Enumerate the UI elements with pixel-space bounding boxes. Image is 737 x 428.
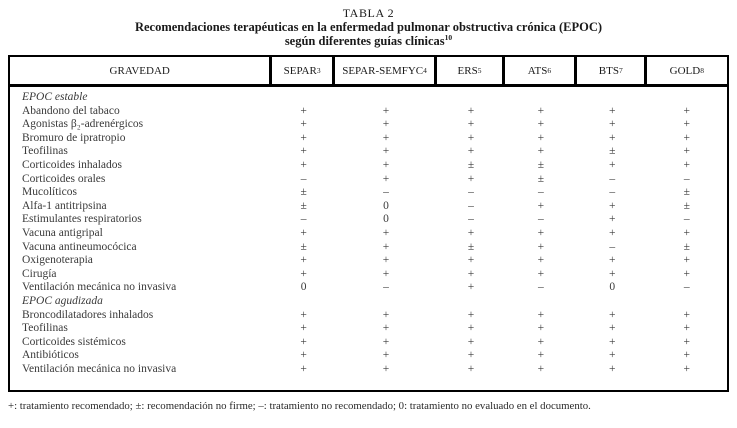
recommendation-value: + [382, 240, 390, 253]
recommendation-value: ± [300, 240, 307, 253]
recommendation-value: + [683, 158, 691, 171]
recommendation-value: – [683, 213, 690, 226]
row-label: Teofilinas [22, 145, 68, 158]
recommendation-value: + [608, 335, 616, 348]
table-title-text: según diferentes guías clínicas [284, 34, 445, 48]
recommendation-value: + [300, 322, 307, 335]
row-label: Vacuna antineumocócica [22, 240, 137, 253]
recommendation-value: ± [467, 240, 475, 253]
recommendation-value: + [382, 226, 390, 239]
column-header-ats: ATS 6 [505, 57, 577, 84]
table-row [10, 200, 727, 214]
table-row [10, 309, 727, 323]
row-label: Corticoides orales [22, 172, 106, 185]
column-header-label: BTS [598, 64, 619, 77]
recommendation-value: + [382, 145, 390, 158]
recommendation-value: + [537, 104, 545, 117]
recommendation-value: + [608, 267, 616, 280]
recommendation-value: + [608, 131, 616, 144]
recommendation-value: + [683, 362, 691, 375]
recommendation-value: + [608, 349, 616, 362]
table-row [10, 159, 727, 173]
recommendation-value: + [537, 254, 545, 267]
recommendation-value: 0 [383, 199, 389, 212]
recommendation-value: + [683, 104, 691, 117]
row-label: Ventilación mecánica no invasiva [22, 281, 177, 294]
recommendation-value: + [683, 254, 691, 267]
recommendation-value: + [537, 199, 545, 212]
recommendation-value: – [609, 172, 616, 185]
recommendation-value: + [608, 118, 616, 131]
row-label: Mucolíticos [22, 186, 77, 199]
row-label: Bromuro de ipratropio [22, 131, 126, 144]
column-header-label: GRAVEDAD [109, 64, 170, 77]
recommendation-value: + [467, 308, 475, 321]
column-header-label: ATS [527, 64, 548, 77]
recommendation-value: + [537, 131, 545, 144]
recommendation-value: + [382, 308, 390, 321]
recommendation-value: – [468, 213, 474, 226]
recommendation-value: + [537, 335, 545, 348]
recommendation-value: + [683, 145, 691, 158]
recommendation-value: + [608, 199, 616, 212]
table-row [10, 254, 727, 268]
column-header-label: SEPAR-SEMFYC [342, 64, 424, 77]
recommendation-value: + [537, 118, 545, 131]
recommendation-value: – [609, 186, 616, 199]
recommendation-value: ± [609, 145, 616, 158]
column-header-label: GOLD [669, 64, 701, 77]
recommendation-value: + [467, 281, 475, 294]
recommendation-value: ± [537, 172, 545, 185]
recommendation-value: + [300, 308, 307, 321]
row-label: Ventilación mecánica no invasiva [22, 362, 177, 375]
recommendation-value: + [382, 104, 390, 117]
recommendation-value: ± [300, 186, 307, 199]
table-row [10, 322, 727, 336]
recommendation-value: + [608, 362, 616, 375]
row-label: Cirugía [22, 267, 57, 280]
recommendation-value: + [608, 104, 616, 117]
recommendation-value: + [382, 158, 390, 171]
recommendation-value: + [683, 308, 691, 321]
recommendation-value: ± [683, 240, 690, 253]
recommendation-value: + [467, 118, 475, 131]
recommendation-value: + [382, 172, 390, 185]
recommendation-value: – [538, 213, 544, 226]
recommendation-value: + [608, 254, 616, 267]
table-row [10, 227, 727, 241]
recommendation-value: + [382, 349, 390, 362]
recommendation-value: + [683, 322, 691, 335]
row-label: Oxigenoterapia [22, 254, 93, 267]
column-header-ers: ERS 5 [437, 57, 504, 84]
table-row [10, 132, 727, 146]
recommendation-value: + [467, 172, 475, 185]
recommendation-value: + [683, 131, 691, 144]
recommendation-value: + [608, 226, 616, 239]
recommendation-value: + [467, 145, 475, 158]
recommendation-value: + [683, 335, 691, 348]
recommendation-value: + [467, 131, 475, 144]
table-title-line1: Recomendaciones terapéuticas en la enfermedad pulmonar obstructiva crónica (EPOC) [134, 20, 603, 34]
recommendation-value: + [382, 335, 390, 348]
recommendation-value: + [300, 254, 307, 267]
row-label: Teofilinas [22, 322, 68, 335]
recommendation-value: ± [537, 158, 545, 171]
recommendation-value: + [300, 131, 307, 144]
recommendation-value: + [467, 267, 475, 280]
recommendation-value: – [683, 281, 690, 294]
recommendation-value: ± [467, 158, 475, 171]
table-row [10, 363, 727, 377]
recommendation-value: – [383, 186, 389, 199]
table-caption [8, 6, 729, 48]
recommendation-value: + [537, 145, 545, 158]
recommendation-value: + [683, 226, 691, 239]
column-header-separ: SEPAR 3 [272, 57, 334, 84]
recommendation-value: 0 [609, 281, 616, 294]
row-label: Abandono del tabaco [22, 104, 120, 117]
table-row [10, 186, 727, 200]
table-header [10, 57, 727, 87]
recommendation-value: + [382, 118, 390, 131]
column-header-gold: GOLD 8 [669, 64, 704, 77]
recommendation-value: + [608, 322, 616, 335]
table-row [10, 145, 727, 159]
recommendation-value: ± [683, 199, 690, 212]
recommendation-value: + [683, 349, 691, 362]
table-row [10, 105, 727, 119]
recommendation-value: + [300, 145, 307, 158]
recommendation-value: 0 [300, 281, 307, 294]
recommendation-value: + [300, 226, 307, 239]
recommendation-value: + [537, 322, 545, 335]
table-row [10, 118, 727, 132]
recommendation-value: + [467, 335, 475, 348]
recommendation-value: + [300, 158, 307, 171]
recommendation-value: – [383, 281, 389, 294]
recommendation-value: – [538, 281, 544, 294]
recommendation-value: + [300, 362, 307, 375]
table-footnote: +: tratamiento recomendado; ±: recomendación no firme; –: tratamiento no recomendado; 0: tratamiento no evaluado en el documento. [8, 400, 591, 413]
recommendation-value: + [467, 349, 475, 362]
recommendation-value: + [537, 267, 545, 280]
recommendation-value: + [537, 362, 545, 375]
row-label: EPOC agudizada [22, 294, 103, 307]
row-label: Agonistas β₂-adrenérgicos [22, 118, 144, 131]
recommendation-value: – [468, 186, 474, 199]
recommendation-value: 0 [383, 213, 389, 226]
row-label: EPOC estable [22, 91, 88, 103]
column-header-gravedad [10, 57, 272, 84]
reference-superscript: 10 [444, 32, 453, 42]
recommendation-value: + [537, 349, 545, 362]
row-label: Corticoides sistémicos [22, 335, 126, 348]
recommendation-value: + [467, 362, 475, 375]
recommendation-value: + [467, 104, 475, 117]
recommendation-value: + [537, 308, 545, 321]
recommendation-value: + [608, 158, 616, 171]
recommendation-value: + [467, 322, 475, 335]
recommendation-value: – [683, 172, 690, 185]
recommendation-value: + [382, 362, 390, 375]
recommendation-value: + [683, 118, 691, 131]
recommendation-value: + [608, 213, 616, 226]
recommendation-value: + [382, 322, 390, 335]
recommendation-value: – [468, 199, 474, 212]
recommendation-value: + [300, 335, 307, 348]
table-row [10, 173, 727, 187]
recommendation-value: – [538, 186, 544, 199]
section-row [10, 91, 727, 105]
table-row [10, 241, 727, 255]
recommendation-value: + [300, 349, 307, 362]
table-title-line2 [8, 34, 729, 48]
recommendation-value: + [300, 267, 307, 280]
recommendations-table [8, 55, 729, 392]
table-number: TABLA 2 [342, 6, 395, 20]
table-row [10, 336, 727, 350]
recommendation-value: ± [300, 199, 307, 212]
section-row [10, 295, 727, 309]
recommendation-value: – [300, 172, 307, 185]
column-header-separ-semfyc: SEPAR-SEMFYC 4 [335, 57, 438, 84]
recommendation-value: + [683, 267, 691, 280]
recommendation-value: + [382, 254, 390, 267]
recommendation-value: – [609, 240, 616, 253]
column-header-bts: BTS 7 [577, 57, 647, 84]
row-label: Corticoides inhalados [22, 158, 122, 171]
recommendation-value: + [467, 254, 475, 267]
recommendation-value: + [537, 240, 545, 253]
column-header-label: ERS [457, 64, 478, 77]
row-label: Antibióticos [22, 349, 79, 362]
row-label: Alfa-1 antitripsina [22, 199, 107, 212]
column-header-label: SEPAR [283, 64, 317, 77]
recommendation-value: + [300, 118, 307, 131]
table-row [10, 213, 727, 227]
recommendation-value: + [300, 104, 307, 117]
recommendation-value: + [608, 308, 616, 321]
table-row [10, 349, 727, 363]
row-label: Estimulantes respiratorios [22, 213, 142, 226]
recommendation-value: ± [683, 186, 690, 199]
table-body [10, 87, 727, 390]
recommendation-value: + [537, 226, 545, 239]
recommendation-value: + [467, 226, 475, 239]
recommendation-value: – [300, 213, 307, 226]
table-row [10, 268, 727, 282]
table-row [10, 281, 727, 295]
recommendation-value: + [382, 131, 390, 144]
row-label: Vacuna antigripal [22, 226, 103, 239]
recommendation-value: + [382, 267, 390, 280]
row-label: Broncodilatadores inhalados [22, 308, 154, 321]
